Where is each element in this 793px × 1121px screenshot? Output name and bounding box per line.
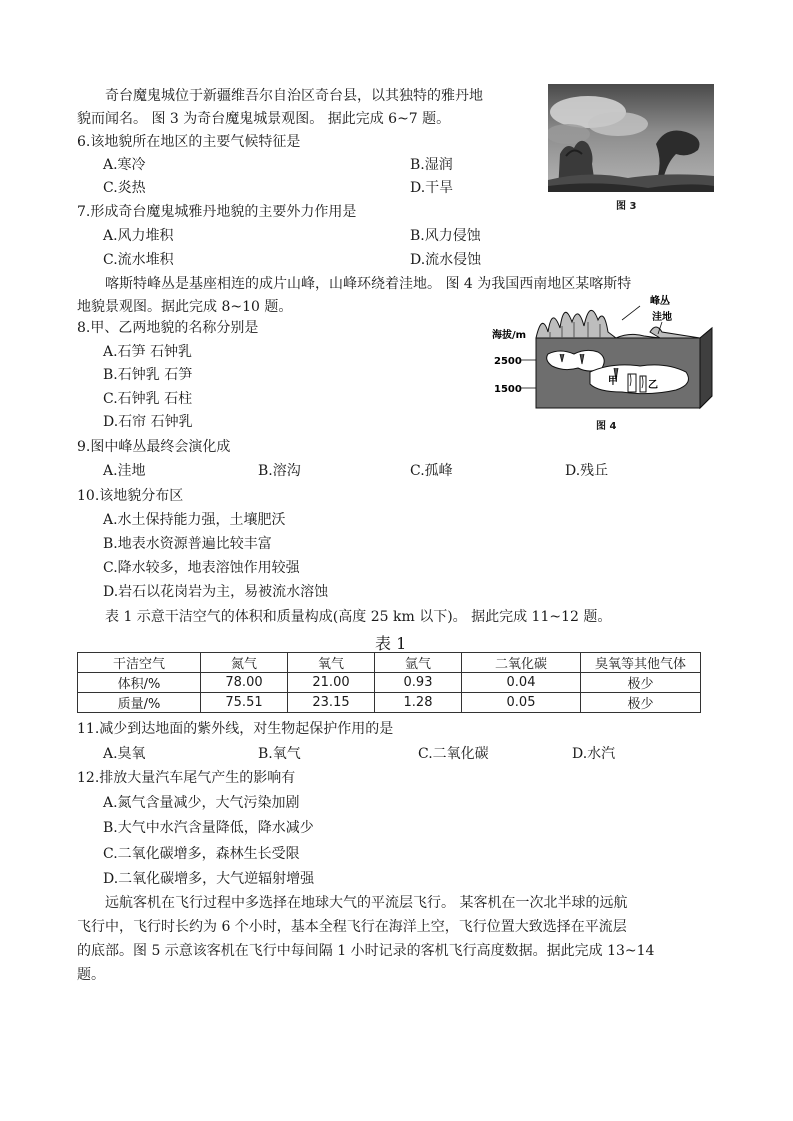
table-cell: 78.00 (201, 673, 288, 693)
question-11-option-c[interactable]: C.二氧化碳 (418, 746, 489, 762)
table-cell: 21.00 (288, 673, 375, 693)
question-9-option-d[interactable]: D.残丘 (565, 463, 609, 479)
question-10-stem: 10.该地貌分布区 (77, 488, 184, 504)
question-7-option-b[interactable]: B.风力侵蚀 (410, 228, 481, 244)
question-8-option-c[interactable]: C.石钟乳 石柱 (103, 391, 193, 407)
question-10-option-b[interactable]: B.地表水资源普遍比较丰富 (103, 536, 272, 552)
question-12-stem: 12.排放大量汽车尾气产生的影响有 (77, 770, 296, 786)
question-9-option-a[interactable]: A.洼地 (103, 463, 146, 479)
question-7-stem: 7.形成奇台魔鬼城雅丹地貌的主要外力作用是 (77, 204, 357, 220)
tick-1500: 1500 (494, 384, 522, 395)
question-7-option-c[interactable]: C.流水堆积 (103, 252, 174, 268)
table-row (78, 693, 701, 713)
question-6-option-c[interactable]: C.炎热 (103, 180, 146, 196)
passage-intro-13-14-line1: 远航客机在飞行过程中多选择在地球大气的平流层飞行。 某客机在一次北半球的远航 (105, 895, 628, 911)
question-6-option-d[interactable]: D.干旱 (410, 180, 454, 196)
question-6-stem: 6.该地貌所在地区的主要气候特征是 (77, 134, 301, 150)
question-10-option-c[interactable]: C.降水较多，地表溶蚀作用较强 (103, 560, 300, 576)
table-cell: 23.15 (288, 693, 375, 713)
passage-intro-13-14-line2: 飞行中，飞行时长约为 6 个小时，基本全程飞行在海洋上空，飞行位置大致选择在平流层 (77, 919, 627, 935)
question-11-stem: 11.减少到达地面的紫外线，对生物起保护作用的是 (77, 721, 394, 737)
question-8-option-d[interactable]: D.石帘 石钟乳 (103, 414, 193, 430)
table-cell: 质量/% (78, 693, 201, 713)
question-6-option-a[interactable]: A.寒冷 (103, 157, 146, 173)
question-7-option-a[interactable]: A.风力堆积 (103, 228, 174, 244)
table-cell: 极少 (581, 693, 701, 713)
question-12-option-c[interactable]: C.二氧化碳增多，森林生长受限 (103, 846, 300, 862)
table-header-cell: 氧气 (288, 653, 375, 673)
table-row (78, 673, 701, 693)
passage-intro-13-14-line4: 题。 (77, 967, 105, 983)
question-12-option-d[interactable]: D.二氧化碳增多，大气逆辐射增强 (103, 871, 315, 887)
question-10-option-d[interactable]: D.岩石以花岗岩为主，易被流水溶蚀 (103, 584, 329, 600)
table-cell: 1.28 (375, 693, 462, 713)
table-header-cell: 臭氧等其他气体 (581, 653, 701, 673)
label-yi: 乙 (648, 380, 658, 391)
passage-intro-13-14-line3: 的底部。图 5 示意该客机在飞行中每间隔 1 小时记录的客机飞行高度数据。据此完成 13~14 (77, 943, 655, 959)
question-11-option-a[interactable]: A.臭氧 (103, 746, 146, 762)
passage-intro-6-7-line1: 奇台魔鬼城位于新疆维吾尔自治区奇台县，以其独特的雅丹地 (105, 88, 483, 104)
label-altitude: 海拔/m (492, 330, 527, 341)
table-1-title: 表 1 (375, 634, 407, 653)
question-8-stem: 8.甲、乙两地貌的名称分别是 (77, 320, 259, 336)
question-12-option-a[interactable]: A.氮气含量减少，大气污染加剧 (103, 795, 300, 811)
table-cell: 75.51 (201, 693, 288, 713)
label-fengcong: 峰丛 (650, 296, 670, 307)
passage-intro-6-7-line2: 貌而闻名。 图 3 为奇台魔鬼城景观图。 据此完成 6~7 题。 (77, 111, 451, 127)
question-9-stem: 9.图中峰丛最终会演化成 (77, 439, 231, 455)
table-header-cell: 氮气 (201, 653, 288, 673)
passage-intro-8-10-line2: 地貌景观图。据此完成 8~10 题。 (77, 299, 293, 315)
question-8-option-b[interactable]: B.石钟乳 石笋 (103, 367, 193, 383)
tick-2500: 2500 (494, 356, 522, 367)
question-9-option-c[interactable]: C.孤峰 (410, 463, 453, 479)
table-1 (77, 652, 701, 713)
table-header-cell: 氩气 (375, 653, 462, 673)
question-10-option-a[interactable]: A.水土保持能力强，土壤肥沃 (103, 512, 286, 528)
question-7-option-d[interactable]: D.流水侵蚀 (410, 252, 482, 268)
table-header-cell: 干洁空气 (78, 653, 201, 673)
question-11-option-b[interactable]: B.氧气 (258, 746, 301, 762)
label-jia: 甲 (608, 376, 618, 387)
question-12-option-b[interactable]: B.大气中水汽含量降低，降水减少 (103, 820, 314, 836)
figure-4-karst-diagram (490, 292, 715, 412)
table-cell: 体积/% (78, 673, 201, 693)
table-cell: 极少 (581, 673, 701, 693)
table-cell: 0.04 (462, 673, 581, 693)
figure-3-photo (548, 84, 714, 192)
figure-3-caption: 图 3 (616, 201, 637, 212)
table-cell: 0.05 (462, 693, 581, 713)
question-9-option-b[interactable]: B.溶沟 (258, 463, 301, 479)
table-cell: 0.93 (375, 673, 462, 693)
figure-4-caption: 图 4 (596, 421, 617, 432)
passage-intro-8-10-line1: 喀斯特峰丛是基座相连的成片山峰，山峰环绕着洼地。 图 4 为我国西南地区某喀斯特 (105, 276, 632, 292)
question-8-option-a[interactable]: A.石笋 石钟乳 (103, 344, 193, 360)
question-6-option-b[interactable]: B.湿润 (410, 157, 453, 173)
label-wadi: 洼地 (652, 312, 672, 323)
passage-intro-11-12: 表 1 示意干洁空气的体积和质量构成(高度 25 km 以下)。 据此完成 11~12 题。 (105, 609, 612, 625)
table-header-row (78, 653, 701, 673)
question-11-option-d[interactable]: D.水汽 (572, 746, 616, 762)
table-header-cell: 二氧化碳 (462, 653, 581, 673)
